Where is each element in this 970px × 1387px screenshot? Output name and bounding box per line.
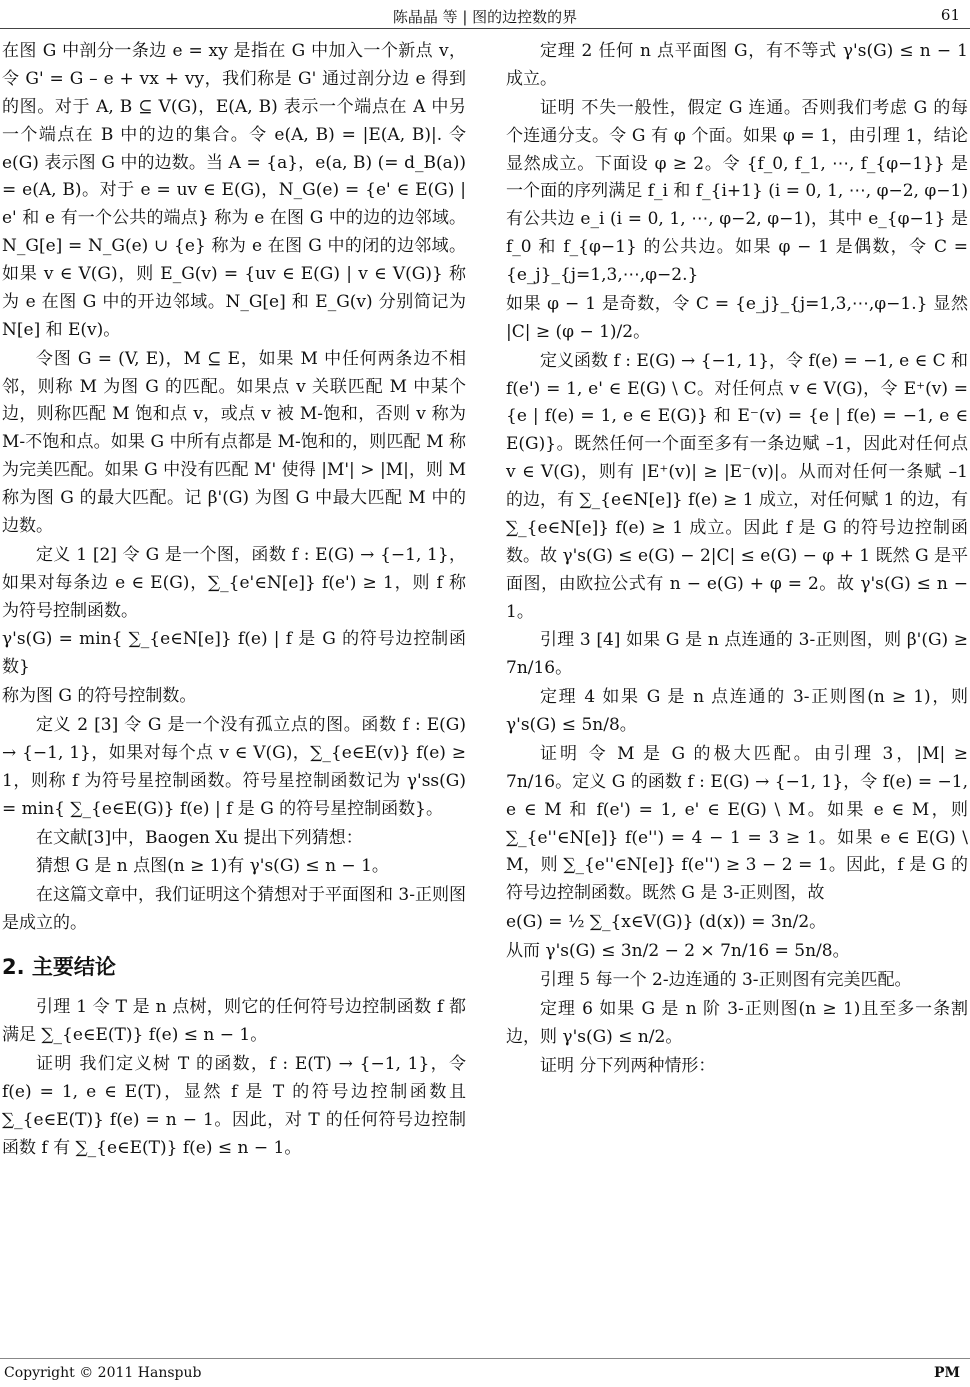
right-column bbox=[506, 38, 968, 1081]
proof-theorem-2-function: 定义函数 f : E(G) → {−1, 1}，令 f(e) = −1, e ∈ C 和 f(e') = 1, e' ∈ E(G) \ C。对任何点 v ∈ V(G)，令 E⁺(v) = {e | f(e) = 1, e ∈ E(G)} 和 E⁻(v) = {e | f(e) = −1, e ∈ E(G)}。既然任何一个面至多有一条边赋 –1，因此对任何点 v ∈ V(G)，则有 |E⁺(v)| ≥ |E⁻(v)|。从而对任何一条赋 –1 的边，有 ∑_{e∈N[e]} f(e) ≥ 1 成立，对任何赋 1 的边，有 ∑_{e∈N[e]} f(e) ≥ 1 成立。因此 f 是 G 的符号边控制函数。故 γ's(G) ≤ e(G) − 2|C| ≤ e(G) − φ + 1 既然 G 是平面图，由欧拉公式有 n − e(G) + φ = 2。故 γ's(G) ≤ n − 1。 bbox=[506, 350, 968, 622]
proof-lemma-1: 证明 我们定义树 T 的函数，f : E(T) → {−1, 1}，令 f(e) = 1, e ∈ E(T)，显然 f 是 T 的符号边控制函数且 ∑_{e∈E(T)} f(e) = n − 1。因此，对 T 的任何符号边控制函数 f 有 ∑_{e∈E(T)} f(e) ≤ n − 1。 bbox=[2, 1054, 466, 1158]
section-heading: 2. 主要结论 bbox=[2, 955, 116, 979]
paragraph-subdivision: 在图 G 中剖分一条边 e = xy 是指在 G 中加入一个新点 v，令 G' = G – e + vx + vy，我们称是 G' 通过剖分边 e 得到的图。对于 A, B ⊆ V(G)，E(A, B) 表示一个端点在 A 中另一个端点在 B 中的边的集合。令 e(A, B) = |E(A, B)|. 令 e(G) 表示图 G 中的边数。当 A = {a}，e(a, B) (= d_B(a)) = e(A, B)。对于 e = uv ∈ E(G)，N_G(e) = {e' ∈ E(G) | e' 和 e 有一个公共的端点} 称为 e 在图 G 中的边的边邻域。N_G[e] = N_G(e) ∪ {e} 称为 e 在图 G 中的闭的边邻域。如果 v ∈ V(G)，则 E_G(v) = {uv ∈ E(G) | v ∈ V(G)} 称为 e 在图 G 中的开边邻域。N_G[e] 和 E_G(v) 分别简记为 N[e] 和 E(v)。 bbox=[2, 41, 466, 340]
proof-theorem-2: 证明 不失一般性，假定 G 连通。否则我们考虑 G 的每个连通分支。令 G 有 φ 个面。如果 φ = 1，由引理 1，结论显然成立。下面设 φ ≥ 2。令 {f_0, f_1, ⋯, f_{φ−1}} 是一个面的序列满足 f_i 和 f_{i+1} (i = 0, 1, ⋯, φ−2, φ−1) 有公共边 e_i (i = 0, 1, ⋯, φ−2, φ−1)，其中 e_{φ−1} 是 f_0 和 f_{φ−1} 的公共边。如果 φ − 1 是偶数，令 C = {e_j}_{j=1,3,⋯,φ−2.} bbox=[506, 97, 968, 285]
paragraph-domination-number: 称为图 G 的符号控制数。 bbox=[2, 686, 197, 707]
running-title: 陈晶晶 等 | 图的边控数的界 bbox=[392, 8, 578, 26]
proof-theorem-2-continued: 如果 φ − 1 是奇数，令 C = {e_j}_{j=1,3,⋯,φ−1.} 显然 |C| ≥ (φ − 1)/2。 bbox=[506, 293, 968, 342]
lemma-1: 引理 1 令 T 是 n 点树，则它的任何符号边控制函数 f 都满足 ∑_{e∈E(T)} f(e) ≤ n − 1。 bbox=[2, 997, 466, 1046]
page-number: 61 bbox=[940, 6, 960, 24]
theorem-4: 定理 4 如果 G 是 n 点连通的 3-正则图(n ≥ 1)，则 γ's(G) ≤ 5n/8。 bbox=[506, 687, 968, 735]
paragraph-matching: 令图 G = (V, E)，M ⊆ E，如果 M 中任何两条边不相邻，则称 M 为图 G 的匹配。如果点 v 关联匹配 M 中某个边，则称匹配 M 饱和点 v，或点 v 被 M-饱和，否则 v 称为 M-不饱和点。如果 G 中所有点都是 M-饱和的，则匹配 M 称为完美匹配。如果 G 中没有匹配 M' 使得 |M'| > |M|，则 M 称为图 G 的最大匹配。记 β'(G) 为图 G 中最大匹配 M 中的边数。 bbox=[2, 348, 466, 536]
proof-theorem-6: 证明 分下列两种情形： bbox=[540, 1055, 716, 1076]
lemma-5: 引理 5 每一个 2-边连通的 3-正则图有完美匹配。 bbox=[540, 969, 912, 990]
copyright-text: Copyright © 2011 Hanspub bbox=[4, 1365, 202, 1381]
page-header bbox=[0, 0, 970, 34]
formula-edge-count: e(G) = ½ ∑_{x∈V(G)} (d(x)) = 3n/2。 bbox=[506, 912, 827, 933]
paragraph-contribution: 在这篇文章中，我们证明这个猜想对于平面图和 3-正则图是成立的。 bbox=[2, 885, 466, 934]
formula-signed-edge-domination: γ's(G) = min{ ∑_{e∈N[e]} f(e) | f 是 G 的符号边控制函数} bbox=[2, 629, 466, 678]
conjecture: 猜想 G 是 n 点图(n ≥ 1)有 γ's(G) ≤ n − 1。 bbox=[36, 856, 389, 877]
formula-bound: 从而 γ's(G) ≤ 3n/2 − 2 × 7n/16 = 5n/8。 bbox=[506, 941, 850, 961]
definition-2: 定义 2 [3] 令 G 是一个没有孤立点的图。函数 f : E(G) → {−1, 1}，如果对每个点 v ∈ V(G)，∑_{e∈E(v)} f(e) ≥ 1，则称 f 为符号星控制函数。符号星控制函数记为 γ'ss(G) = min{ ∑_{e∈E(G)} f(e) | f 是 G 的符号星控制函数}。 bbox=[2, 715, 466, 819]
theorem-6: 定理 6 如果 G 是 n 阶 3-正则图(n ≥ 1)且至多一条割边，则 γ's(G) ≤ n/2。 bbox=[506, 998, 968, 1047]
header-rule bbox=[0, 28, 970, 29]
journal-mark: PM bbox=[933, 1365, 960, 1381]
paragraph-reference: 在文献[3]中，Baogen Xu 提出下列猜想： bbox=[36, 827, 363, 848]
lemma-3: 引理 3 [4] 如果 G 是 n 点连通的 3-正则图，则 β'(G) ≥ 7n/16。 bbox=[506, 630, 968, 679]
left-column bbox=[2, 38, 466, 1164]
proof-theorem-4: 证明 令 M 是 G 的极大匹配。由引理 3，|M| ≥ 7n/16。定义 G 的函数 f : E(G) → {−1, 1}，令 f(e) = −1, e ∈ M 和 f(e') = 1, e' ∈ E(G) \ M。如果 e ∈ M，则 ∑_{e''∈N[e]} f(e'') = 4 − 1 = 3 ≥ 1。如果 e ∈ E(G) \ M，则 ∑_{e''∈N[e]} f(e'') ≥ 3 − 2 = 1。因此，f 是 G 的符号边控制函数。既然 G 是 3-正则图，故 bbox=[506, 743, 968, 904]
definition-1: 定义 1 [2] 令 G 是一个图，函数 f : E(G) → {−1, 1}，如果对每条边 e ∈ E(G)，∑_{e'∈N[e]} f(e') ≥ 1，则 f 称为符号控制函数。 bbox=[2, 544, 466, 621]
page-footer bbox=[0, 1358, 970, 1387]
theorem-2: 定理 2 任何 n 点平面图 G，有不等式 γ's(G) ≤ n − 1 成立。 bbox=[506, 41, 968, 89]
